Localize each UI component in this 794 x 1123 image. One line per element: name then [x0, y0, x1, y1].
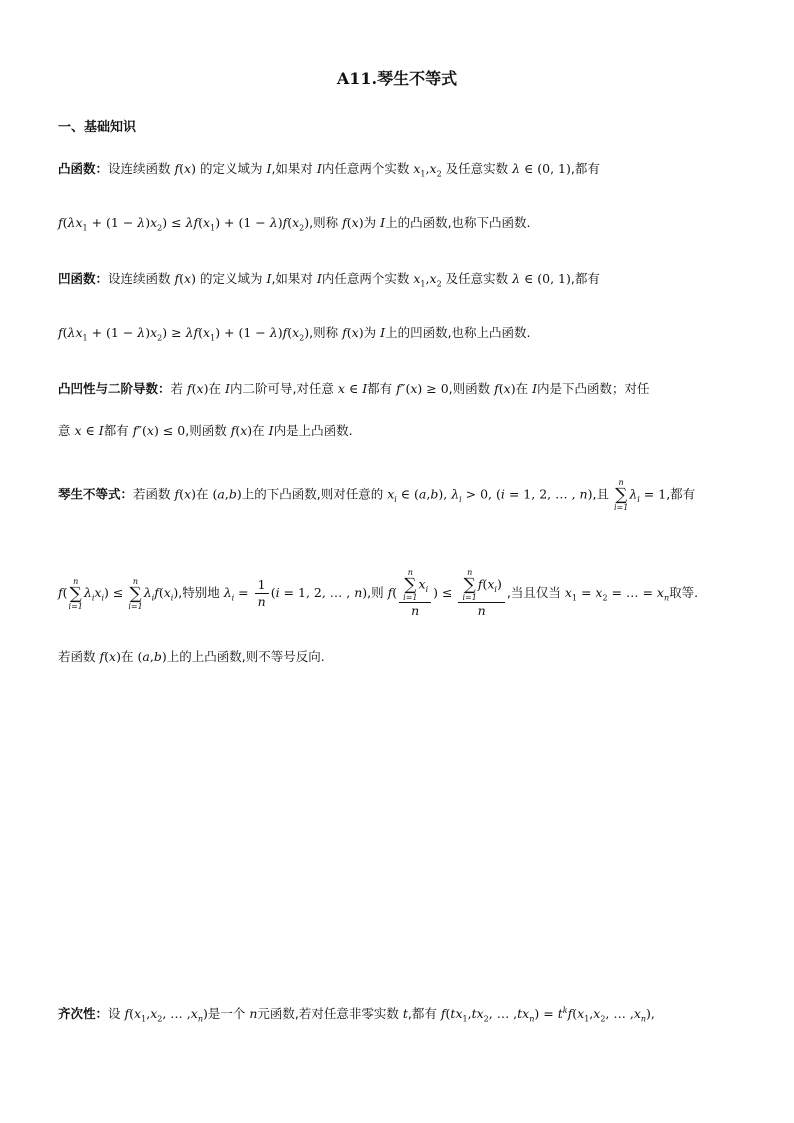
jensen-inequality-line: f( n ∑ i=1 $\lambda_ix_i$) ≤ n ∑ i=1 $\lambda_if(x_i)$,特别地 $\lambda_i$ = $\frac{1}{n}$ (i = 1, 2, … , n),则 f( n ∑ i=1 $x_i$ n ) ≤ n ∑ i=1 $f(x_i)$ n ,当且仅当 $x_1 = x_2$ = … = $x_n$取等. [58, 568, 699, 618]
section-heading: 一、基础知识 [58, 120, 137, 135]
fraction-mean-x: n ∑ i=1 $x_i$ n [399, 568, 431, 619]
sum-symbol: n ∑ i=1 [68, 576, 83, 611]
page-title: A11.琴生不等式 [336, 69, 458, 88]
convex-definition-line: 凸函数：设连续函数 f(x) 的定义域为 I,如果对 I内任意两个实数 $x_1,x_2$ 及任意实数 λ ∈ (0, 1),都有 [58, 161, 600, 179]
homogeneity-label: 齐次性： [58, 1006, 109, 1022]
convex-inequality-line: $f(\lambda x_1 + (1 - \lambda)x_2) \le \lambda f(x_1) + (1 - \lambda)f(x_2)$,则称 f(x)为 I上的凸函数,也称下凸函数. [58, 215, 531, 233]
concave-label: 凹函数： [58, 271, 109, 286]
second-derivative-line-1: 凸凹性与二阶导数：若 f(x)在 I内二阶可导,对任意 x ∈ I都有 f″(x) ≥ 0,则函数 f(x)在 I内是下凸函数；对任 [58, 381, 650, 396]
jensen-label: 琴生不等式： [58, 486, 134, 502]
fraction-one-over-n: $\frac{1}{n}$ [255, 577, 269, 610]
sum-symbol: n ∑ i=1 [128, 576, 143, 611]
concave-definition-line: 凹函数：设连续函数 f(x) 的定义域为 I,如果对 I内任意两个实数 $x_1,x_2$ 及任意实数 λ ∈ (0, 1),都有 [58, 271, 600, 289]
concave-inequality-line: $f(\lambda x_1 + (1 - \lambda)x_2) \ge \lambda f(x_1) + (1 - \lambda)f(x_2)$,则称 f(x)为 I上的凹函数,也称上凸函数. [58, 325, 531, 343]
jensen-statement-line: 琴生不等式：若函数 f(x)在 (a,b)上的下凸函数,则对任意的 $x_i$ ∈ (a,b), $\lambda_i > 0$, (i = 1, 2, … , n),且 n ∑ i=1 $\lambda_i = 1$,都有 [58, 478, 696, 512]
convex-label: 凸函数： [58, 161, 109, 176]
jensen-reverse-line: 若函数 f(x)在 (a,b)上的上凸函数,则不等号反向. [58, 649, 325, 664]
sum-symbol: n ∑ i=1 [613, 478, 629, 512]
second-derivative-line-2: 意 x ∈ I都有 f″(x) ≤ 0,则函数 f(x)在 I内是上凸函数. [58, 423, 353, 438]
homogeneity-line: 齐次性：设 $f(x_1,x_2$, … $,x_n$)是一个 n元函数,若对任意非零实数 t,都有 $f(tx_1,tx_2$, … $,tx_n) = t^kf(x_1,x_2$, … $,x_n$), [58, 1006, 655, 1024]
fraction-mean-f: n ∑ i=1 $f(x_i)$ n [458, 568, 504, 619]
second-derivative-label: 凸凹性与二阶导数： [58, 381, 171, 396]
